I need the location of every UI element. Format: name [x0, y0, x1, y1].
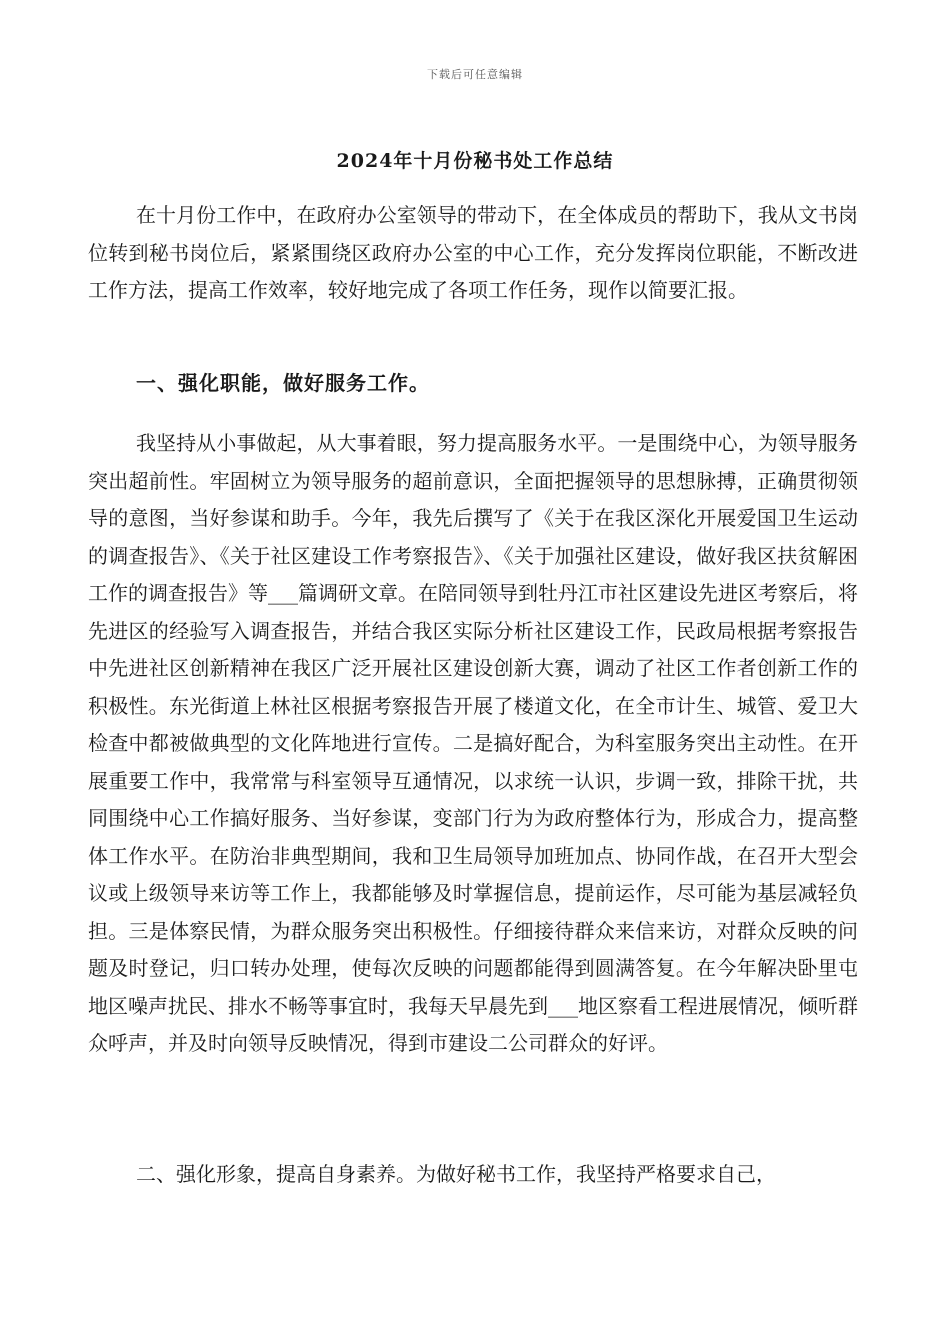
- intro-paragraph: 在十月份工作中，在政府办公室领导的带动下，在全体成员的帮助下，我从文书岗位转到秘书岗位后，紧紧围绕区政府办公室的中心工作，充分发挥岗位职能，不断改进工作方法，提高工作效率，较好地完成了各项工作任务，现作以简要汇报。: [88, 203, 858, 302]
- section-1-body: 我坚持从小事做起，从大事着眼，努力提高服务水平。一是围绕中心，为领导服务突出超前性。牢固树立为领导服务的超前意识，全面把握领导的思想脉搏，正确贯彻领导的意图，当好参谋和助手。今年，我先后撰写了《关于在我区深化开展爱国卫生运动的调查报告》、《关于社区建设工作考察报告》、《关于加强社区建设，做好我区扶贫解困工作的调查报告》等___篇调研文章。在陪同领导到牡丹江市社区建设先进区考察后，将先进区的经验写入调查报告，并结合我区实际分析社区建设工作，民政局根据考察报告中先进社区创新精神在我区广泛开展社区建设创新大赛，调动了社区工作者创新工作的积极性。东光街道上林社区根据考察报告开展了楼道文化，在全市计生、城管、爱卫大检查中都被做典型的文化阵地进行宣传。二是搞好配合，为科室服务突出主动性。在开展重要工作中，我常常与科室领导互通情况，以求统一认识，步调一致，排除干扰，共同围绕中心工作搞好服务、当好参谋，变部门行为为政府整体行为，形成合力，提高整体工作水平。在防治非典型期间，我和卫生局领导加班加点、协同作战，在召开大型会议或上级领导来访等工作上，我都能够及时掌握信息，提前运作，尽可能为基层减轻负担。三是体察民情，为群众服务突出积极性。仔细接待群众来信来访，对群众反映的问题及时登记，归口转办处理，使每次反映的问题都能得到圆满答复。在今年解决卧里屯地区噪声扰民、排水不畅等事宜时，我每天早晨先到___地区察看工程进展情况，倾听群众呼声，并及时向领导反映情况，得到市建设二公司群众的好评。: [88, 431, 858, 1055]
- document-title: 2024年十月份秘书处工作总结: [336, 150, 614, 172]
- page-header-note: 下载后可任意编辑: [427, 68, 523, 81]
- section-2-start: 二、强化形象，提高自身素养。为做好秘书工作，我坚持严格要求自己，: [136, 1162, 776, 1186]
- section-1-heading: 一、强化职能，做好服务工作。: [136, 371, 430, 395]
